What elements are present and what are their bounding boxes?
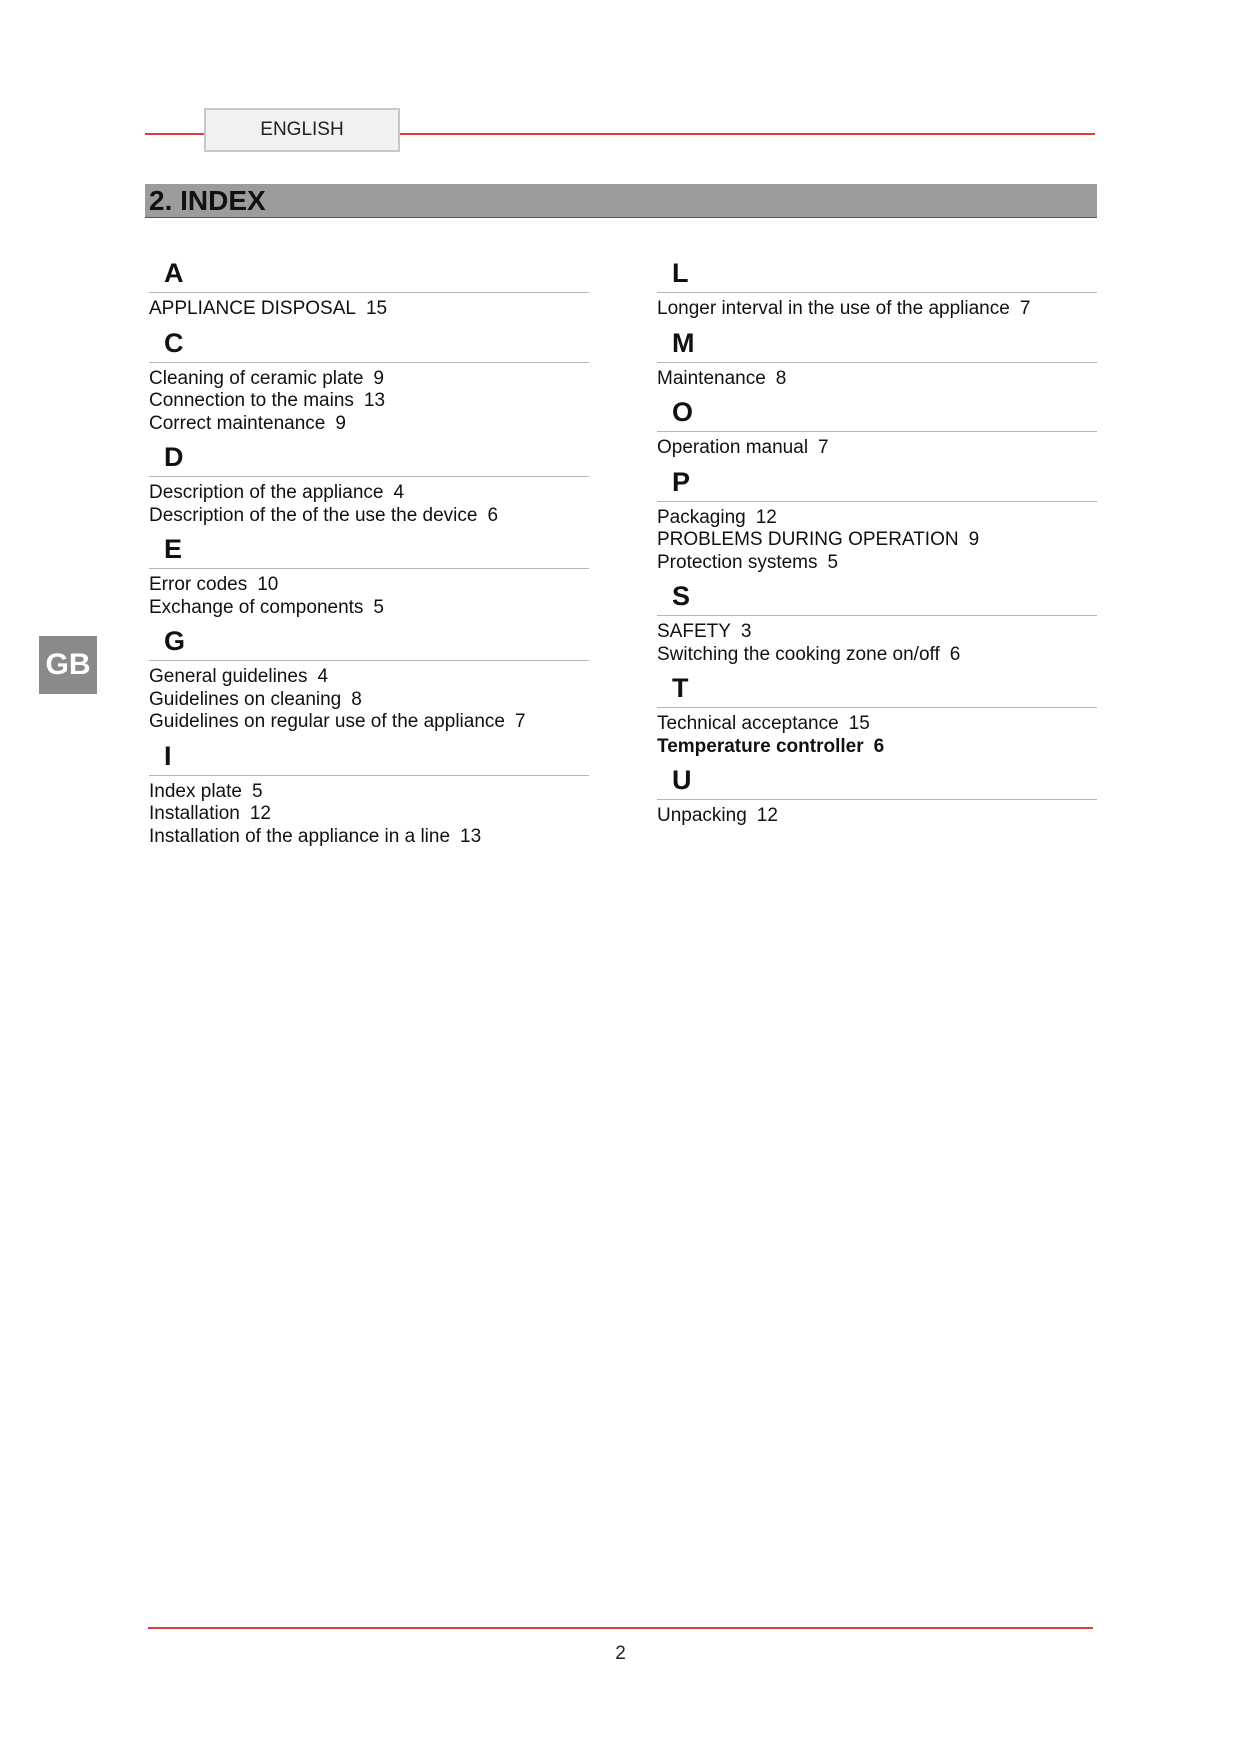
index-entry-list: [149, 298, 589, 321]
index-entry-text: Guidelines on cleaning: [149, 688, 342, 710]
index-letter-heading: D: [149, 439, 589, 477]
index-entry-text: Exchange of components: [149, 596, 364, 618]
index-entry: [149, 689, 589, 712]
index-entry: [149, 298, 589, 321]
index-entry: [149, 781, 589, 804]
index-entry: [657, 552, 1097, 575]
country-side-tab: GB: [39, 636, 97, 694]
index-entry-page: 8: [351, 688, 362, 710]
index-entry-text: PROBLEMS DURING OPERATION: [657, 529, 959, 550]
index-entry-text: Index plate: [149, 780, 242, 802]
index-entry-page: 13: [460, 825, 482, 847]
index-entry: [149, 413, 589, 436]
index-entry-text: Temperature controller: [657, 735, 864, 757]
index-entry-list: [149, 368, 589, 436]
index-entry-page: 4: [317, 666, 329, 687]
index-entry-text: Protection systems: [657, 551, 818, 573]
index-entry-text: Correct maintenance: [149, 412, 326, 434]
index-entry-text: Description of the of the use the device: [149, 504, 478, 526]
index-entry-page: 15: [848, 713, 870, 734]
index-group-u: [657, 762, 1097, 828]
index-group-a: [149, 255, 589, 321]
index-entry: [149, 711, 589, 734]
index-entry: [657, 529, 1097, 552]
index-letter-heading: I: [149, 738, 589, 776]
index-entry-text: Operation manual: [657, 437, 809, 458]
index-entry: [149, 505, 589, 528]
index-entry-page: 12: [249, 803, 271, 824]
index-letter-heading: M: [657, 325, 1097, 363]
index-entry-text: Cleaning of ceramic plate: [149, 367, 364, 389]
index-entry-text: SAFETY: [657, 621, 731, 642]
index-entry-text: General guidelines: [149, 666, 308, 687]
index-entry-page: 15: [365, 298, 388, 319]
index-entry-page: 6: [487, 504, 499, 526]
index-entry-page: 4: [393, 482, 405, 503]
index-entry-page: 5: [251, 780, 263, 802]
index-entry-page: 7: [818, 437, 829, 458]
index-letter-heading: P: [657, 464, 1097, 502]
index-entry-text: Connection to the mains: [149, 390, 354, 411]
index-entry-page: 9: [373, 367, 384, 389]
index-group-s: [657, 578, 1097, 666]
index-entry-page: 5: [373, 596, 384, 618]
index-entry-page: 6: [873, 735, 885, 757]
index-entry-page: 12: [755, 506, 777, 528]
footer-rule: [148, 1627, 1093, 1629]
index-letter-heading: E: [149, 531, 589, 569]
index-entry-page: 7: [1019, 298, 1031, 319]
index-entry-list: [149, 666, 589, 734]
index-entry-page: 10: [257, 574, 279, 595]
index-entry: [149, 368, 589, 391]
index-letter-heading: A: [149, 255, 589, 293]
index-group-o: [657, 394, 1097, 460]
index-entry: [657, 298, 1097, 321]
index-letter-heading: G: [149, 623, 589, 661]
index-entry-text: Packaging: [657, 506, 746, 528]
index-entry: [149, 597, 589, 620]
index-entry-text: Installation: [149, 803, 240, 824]
index-group-c: [149, 325, 589, 436]
index-entry: [657, 621, 1097, 644]
index-entry-text: APPLIANCE DISPOSAL: [149, 298, 356, 319]
index-entry-list: [149, 574, 589, 619]
index-entry-text: Error codes: [149, 574, 248, 595]
index-entry-text: Switching the cooking zone on/off: [657, 643, 940, 665]
index-entry-list: [657, 298, 1097, 321]
index-group-d: [149, 439, 589, 527]
language-tab: ENGLISH: [204, 108, 400, 152]
index-letter-heading: S: [657, 578, 1097, 616]
index-entry-list: [657, 368, 1097, 391]
index-letter-heading: T: [657, 670, 1097, 708]
index-entry-page: 13: [363, 390, 386, 411]
index-entry-text: Unpacking: [657, 805, 747, 826]
index-entry: [657, 368, 1097, 391]
index-letter-heading: L: [657, 255, 1097, 293]
index-entry-list: [149, 781, 589, 849]
index-group-p: [657, 464, 1097, 575]
page-number: 2: [615, 1643, 626, 1664]
index-entry-text: Description of the appliance: [149, 482, 384, 503]
index-group-g: [149, 623, 589, 734]
index-entry: [149, 666, 589, 689]
index-entry: [657, 713, 1097, 736]
index-column-right: [657, 255, 1097, 832]
index-letter-heading: C: [149, 325, 589, 363]
index-entry-page: 12: [756, 805, 778, 826]
index-entry-text: Guidelines on regular use of the appliance: [149, 711, 505, 732]
index-group-t: [657, 670, 1097, 758]
index-entry-page: 8: [775, 367, 787, 389]
index-entry-page: 9: [335, 412, 346, 434]
index-entry-page: 3: [740, 621, 752, 642]
index-entry-text: Maintenance: [657, 367, 766, 389]
index-group-i: [149, 738, 589, 849]
index-letter-heading: O: [657, 394, 1097, 432]
index-entry: [657, 507, 1097, 530]
index-entry-list: [657, 713, 1097, 758]
index-group-m: [657, 325, 1097, 391]
index-entry-page: 6: [949, 643, 961, 665]
index-entry-text: Technical acceptance: [657, 713, 839, 734]
index-entry: [149, 826, 589, 849]
index-entry-list: [149, 482, 589, 527]
index-entry-list: [657, 805, 1097, 828]
index-entry-page: 7: [514, 711, 526, 732]
index-entry-text: Longer interval in the use of the appliance: [657, 298, 1010, 319]
index-entry: [149, 390, 589, 413]
index-entry: [149, 574, 589, 597]
index-entry-list: [657, 507, 1097, 575]
index-entry-page: 5: [827, 551, 839, 573]
index-entry: [657, 736, 1097, 759]
index-group-l: [657, 255, 1097, 321]
index-entry-list: [657, 437, 1097, 460]
index-group-e: [149, 531, 589, 619]
page-title: 2. INDEX: [145, 184, 1097, 218]
index-entry: [149, 803, 589, 826]
index-letter-heading: U: [657, 762, 1097, 800]
index-entry: [657, 644, 1097, 667]
index-entry-text: Installation of the appliance in a line: [149, 825, 451, 847]
index-entry: [657, 437, 1097, 460]
index-entry-list: [657, 621, 1097, 666]
index-entry: [149, 482, 589, 505]
index-entry: [657, 805, 1097, 828]
index-entry-page: 9: [968, 529, 980, 550]
index-column-left: [149, 255, 589, 852]
